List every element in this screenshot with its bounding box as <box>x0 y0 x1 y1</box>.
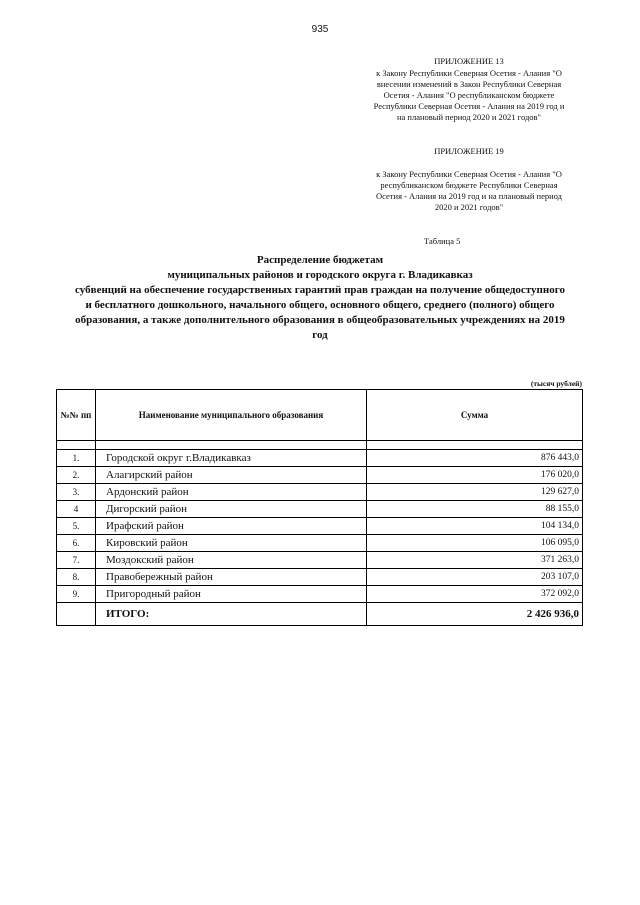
header-name: Наименование муниципального образования <box>96 390 367 441</box>
row-number: 1. <box>57 450 96 467</box>
row-name: Пригородный район <box>96 586 367 603</box>
table-row <box>57 552 583 569</box>
appendix-13-line: внесении изменений в Закон Республики Северная <box>376 79 562 89</box>
row-sum: 176 020,0 <box>367 467 583 484</box>
appendix-19-line: к Закону Республики Северная Осетия - Алания "О <box>376 169 562 179</box>
table-row <box>57 467 583 484</box>
row-name: Алагирский район <box>96 467 367 484</box>
document-title <box>40 253 600 343</box>
appendix-19-line: 2020 и 2021 годов" <box>434 202 504 212</box>
row-sum: 129 627,0 <box>367 484 583 501</box>
row-number: 5. <box>57 518 96 535</box>
row-name: Кировский район <box>96 535 367 552</box>
appendix-13-title: ПРИЛОЖЕНИЕ 13 <box>434 56 504 66</box>
header-sum: Сумма <box>367 390 583 441</box>
row-number: 3. <box>57 484 96 501</box>
table-row <box>57 450 583 467</box>
table-spacer-row <box>57 441 583 450</box>
table-row <box>57 501 583 518</box>
row-name: Правобережный район <box>96 569 367 586</box>
title-line: муниципальных районов и городского округа г. Владикавказ <box>167 269 473 281</box>
row-sum: 876 443,0 <box>367 450 583 467</box>
page-number: 935 <box>311 24 329 35</box>
row-sum: 372 092,0 <box>367 586 583 603</box>
appendix-13-line: на плановый период 2020 и 2021 годов" <box>396 112 542 122</box>
row-number: 9. <box>57 586 96 603</box>
row-number: 4 <box>57 501 96 518</box>
header-number: №№ пп <box>57 390 96 441</box>
row-number: 7. <box>57 552 96 569</box>
table-label: Таблица 5 <box>424 236 461 246</box>
row-sum: 104 134,0 <box>367 518 583 535</box>
table-row <box>57 518 583 535</box>
appendix-19-line: республиканском бюджете Республики Северная <box>380 180 558 190</box>
title-line: Распределение бюджетам <box>256 254 384 266</box>
units-label: (тысяч рублей) <box>530 379 582 388</box>
title-line: субвенций на обеспечение государственных гарантий прав граждан на получение общедоступного <box>75 284 565 296</box>
distribution-table <box>56 389 583 626</box>
total-label: ИТОГО: <box>96 603 367 626</box>
row-sum: 203 107,0 <box>367 569 583 586</box>
title-line: образования, а также дополнительного образования в общеобразовательных учреждениях на 2019 <box>75 314 565 326</box>
appendix-19-line: Осетия - Алания на 2019 год и на плановый период <box>376 191 562 201</box>
row-name: Городской округ г.Владикавказ <box>96 450 367 467</box>
table-row <box>57 535 583 552</box>
table-row <box>57 484 583 501</box>
table-row <box>57 586 583 603</box>
appendix-13-line: Республики Северная Осетия - Алания на 2019 год и <box>373 101 565 111</box>
row-sum: 371 263,0 <box>367 552 583 569</box>
table-header-row <box>57 390 583 441</box>
row-name: Моздокский район <box>96 552 367 569</box>
appendix-13-block <box>349 56 589 123</box>
row-number: 8. <box>57 569 96 586</box>
row-name: Ирафский район <box>96 518 367 535</box>
row-name: Ардонский район <box>96 484 367 501</box>
total-sum: 2 426 936,0 <box>367 603 583 626</box>
title-line: и бесплатного дошкольного, начального общего, основного общего, среднего (полного) общего <box>85 299 555 311</box>
row-name: Дигорский район <box>96 501 367 518</box>
appendix-19-block <box>349 146 589 213</box>
table-total-row <box>57 603 583 626</box>
table-row <box>57 569 583 586</box>
row-number: 6. <box>57 535 96 552</box>
title-line: год <box>312 329 328 341</box>
appendix-13-line: к Закону Республики Северная Осетия - Алания "О <box>376 68 562 78</box>
row-number: 2. <box>57 467 96 484</box>
appendix-19-title: ПРИЛОЖЕНИЕ 19 <box>434 146 504 156</box>
row-sum: 88 155,0 <box>367 501 583 518</box>
appendix-13-line: Осетия - Алания "О республиканском бюджете <box>383 90 555 100</box>
row-sum: 106 095,0 <box>367 535 583 552</box>
